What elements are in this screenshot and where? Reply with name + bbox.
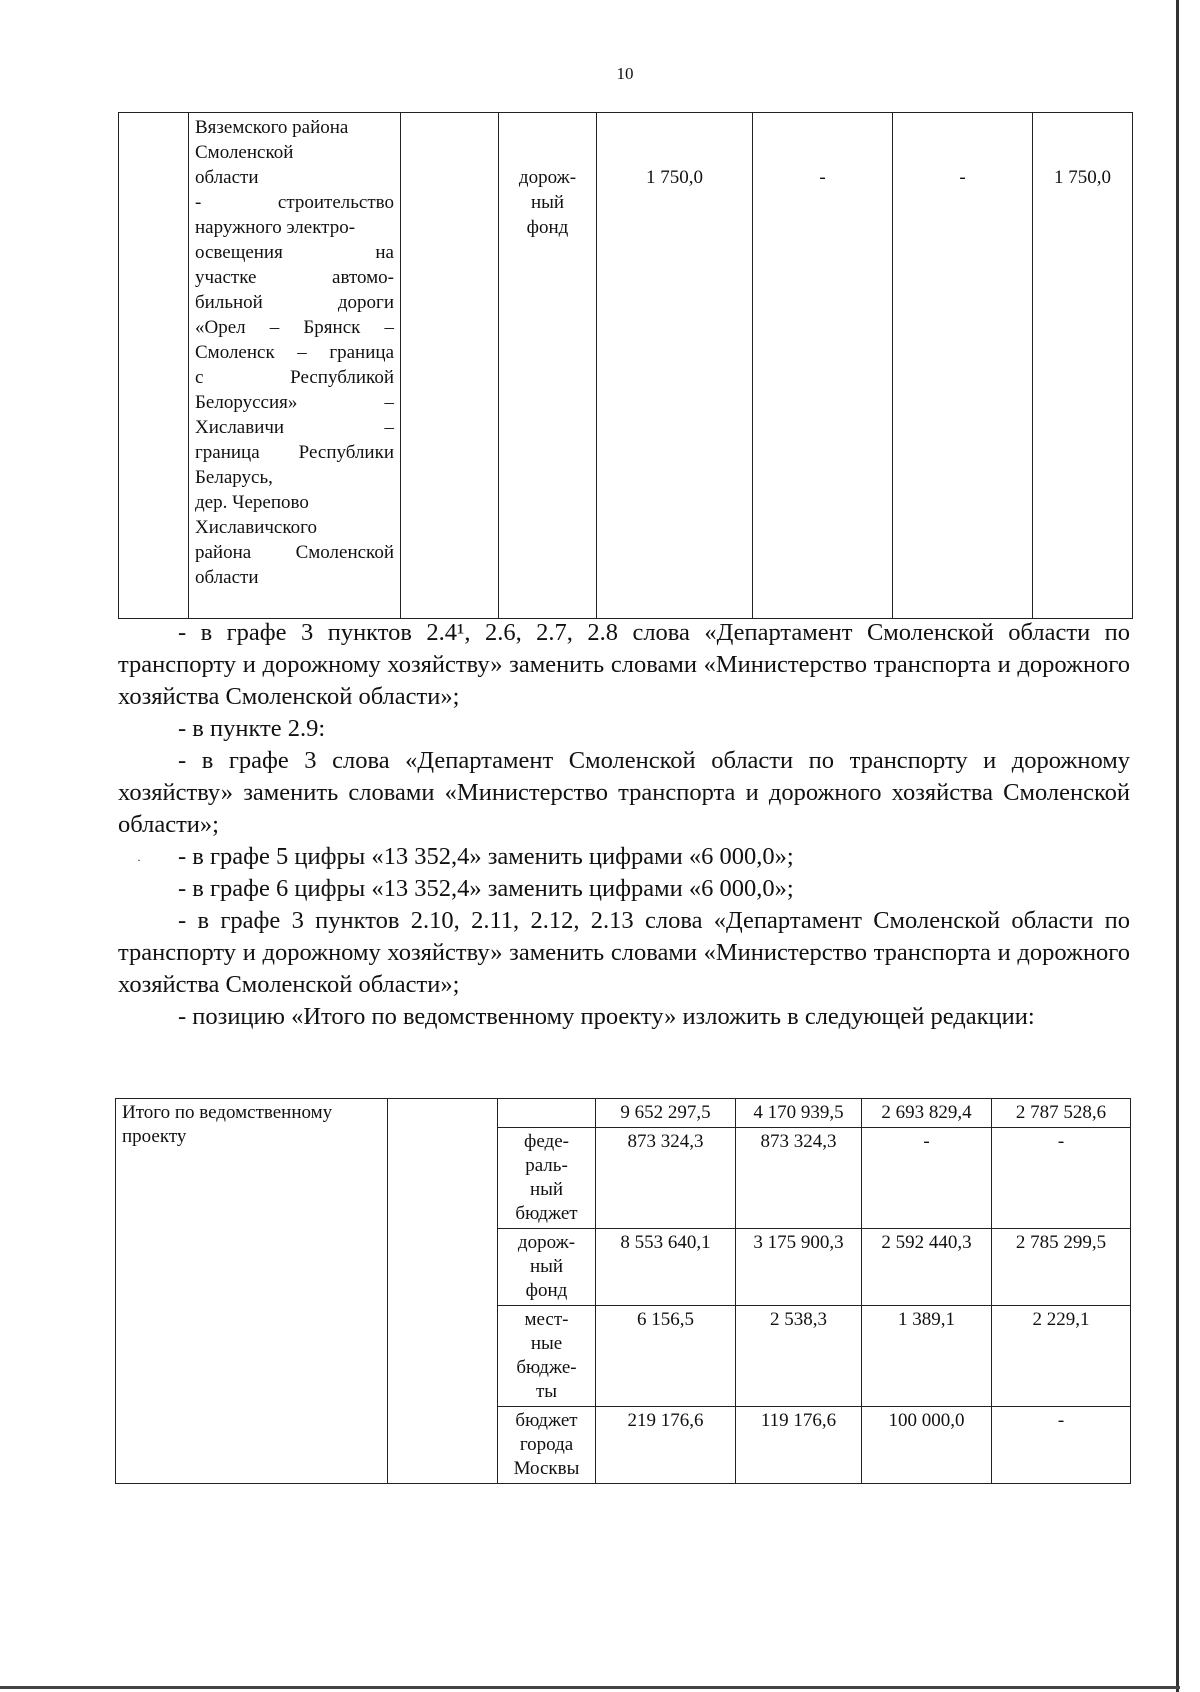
source-line: ный	[529, 1179, 564, 1200]
empty-cell	[388, 1099, 498, 1484]
desc-line: Беларусь,	[195, 467, 273, 488]
value-cell: 219 176,6	[596, 1407, 736, 1484]
total-value-cell: 2 693 829,4	[862, 1099, 992, 1128]
source-line: раль-	[525, 1155, 568, 1176]
empty-cell	[498, 1099, 596, 1128]
desc-line: области	[195, 167, 259, 188]
source-line: дорож-	[518, 167, 577, 188]
desc-line: бильной дороги	[195, 292, 394, 313]
desc-line: Смоленской	[195, 142, 294, 163]
desc-line: наружного электро-	[195, 217, 356, 238]
desc-line: Хиславичского	[195, 517, 317, 538]
source-line: бюджет	[515, 1203, 578, 1224]
value-cell: 3 175 900,3	[736, 1229, 862, 1306]
continuation-table	[118, 112, 1133, 619]
desc-line: участке автомо-	[195, 267, 394, 288]
paragraph: - в графе 5 цифры «13 352,4» заменить цифрами «6 000,0»;	[178, 843, 794, 870]
scan-edge-line	[1176, 0, 1179, 1692]
empty-cell	[119, 113, 189, 619]
amendment-text	[118, 617, 1130, 1033]
empty-cell	[401, 113, 499, 619]
desc-line: Белоруссия» –	[195, 392, 394, 413]
value-cell: 873 324,3	[736, 1128, 862, 1229]
desc-line: Хиславичи –	[195, 417, 394, 438]
total-value-cell: 2 787 528,6	[992, 1099, 1131, 1128]
desc-line: освещения на	[195, 242, 394, 263]
value-cell: -	[992, 1128, 1131, 1229]
funding-source-cell	[498, 1306, 596, 1407]
value-cell: -	[893, 113, 1033, 619]
desc-line: дер. Черепово	[195, 492, 309, 513]
source-line: ные	[530, 1333, 563, 1354]
funding-source-cell	[498, 1407, 596, 1484]
value-cell: -	[992, 1407, 1131, 1484]
source-line: ный	[530, 192, 565, 213]
source-line: фонд	[525, 1280, 568, 1301]
value-cell: 100 000,0	[862, 1407, 992, 1484]
source-line: города	[519, 1434, 574, 1455]
value-cell: 2 592 440,3	[862, 1229, 992, 1306]
total-value-cell: 9 652 297,5	[596, 1099, 736, 1128]
desc-line: - строительство	[195, 192, 394, 213]
paragraph: - в графе 3 пунктов 2.10, 2.11, 2.12, 2.13 слова «Департамент Смоленской области по транспорту и дорожному хозяйству» заменить словами «Министерство транспорта и дорожного хозяйства Смоленской области»;	[118, 907, 1130, 998]
paragraph: - в пункте 2.9:	[178, 715, 326, 742]
desc-line: области	[195, 567, 259, 588]
page-number: 10	[616, 64, 634, 83]
value-cell: 2 785 299,5	[992, 1229, 1131, 1306]
totals-title-cell: Итого по ведомственному проекту	[116, 1099, 388, 1484]
value-cell: 8 553 640,1	[596, 1229, 736, 1306]
funding-source-cell	[498, 1128, 596, 1229]
source-line: феде-	[524, 1131, 569, 1152]
value-cell: 2 538,3	[736, 1306, 862, 1407]
value-cell: 6 156,5	[596, 1306, 736, 1407]
value-cell: -	[862, 1128, 992, 1229]
value-cell: 1 389,1	[862, 1306, 992, 1407]
paragraph: - в графе 6 цифры «13 352,4» заменить цифрами «6 000,0»;	[178, 875, 794, 902]
source-line: дорож-	[517, 1232, 576, 1253]
source-line: бюдже-	[516, 1357, 577, 1378]
value-cell: -	[753, 113, 893, 619]
source-line: ный	[529, 1256, 564, 1277]
paragraph: - в графе 3 пунктов 2.4¹, 2.6, 2.7, 2.8 слова «Департамент Смоленской области по транспорту и дорожному хозяйству» заменить словами «Министерство транспорта и дорожного хозяйства Смоленской области»;	[118, 619, 1130, 710]
source-line: Москвы	[513, 1458, 580, 1479]
paragraph: - в графе 3 слова «Департамент Смоленской области по транспорту и дорожному хозяйству» заменить словами «Министерство транспорта и дорожного хозяйства Смоленской области»;	[118, 747, 1130, 838]
desc-line: с Республикой	[195, 367, 394, 388]
desc-line: района Смоленской	[195, 542, 394, 563]
paragraph: - позицию «Итого по ведомственному проекту» изложить в следующей редакции:	[178, 1003, 1035, 1030]
desc-line: Вяземского района	[195, 117, 349, 138]
source-line: бюджет	[515, 1410, 578, 1431]
source-line: фонд	[526, 217, 569, 238]
funding-source-cell	[498, 1229, 596, 1306]
scan-edge-line	[0, 1686, 1180, 1689]
desc-line: граница Республики	[195, 442, 394, 463]
total-value-cell: 4 170 939,5	[736, 1099, 862, 1128]
desc-line: Смоленск – граница	[195, 342, 394, 363]
value-total-cell: 1 750,0	[597, 113, 753, 619]
funding-source-cell	[499, 113, 597, 619]
desc-line: «Орел – Брянск –	[195, 317, 394, 338]
value-cell: 2 229,1	[992, 1306, 1131, 1407]
source-line: ты	[535, 1381, 558, 1402]
scan-speck: ·	[137, 853, 141, 867]
value-cell: 119 176,6	[736, 1407, 862, 1484]
value-cell: 873 324,3	[596, 1128, 736, 1229]
totals-table	[115, 1098, 1131, 1484]
value-cell: 1 750,0	[1033, 113, 1133, 619]
project-description-cell	[189, 113, 401, 619]
source-line: мест-	[524, 1309, 569, 1330]
